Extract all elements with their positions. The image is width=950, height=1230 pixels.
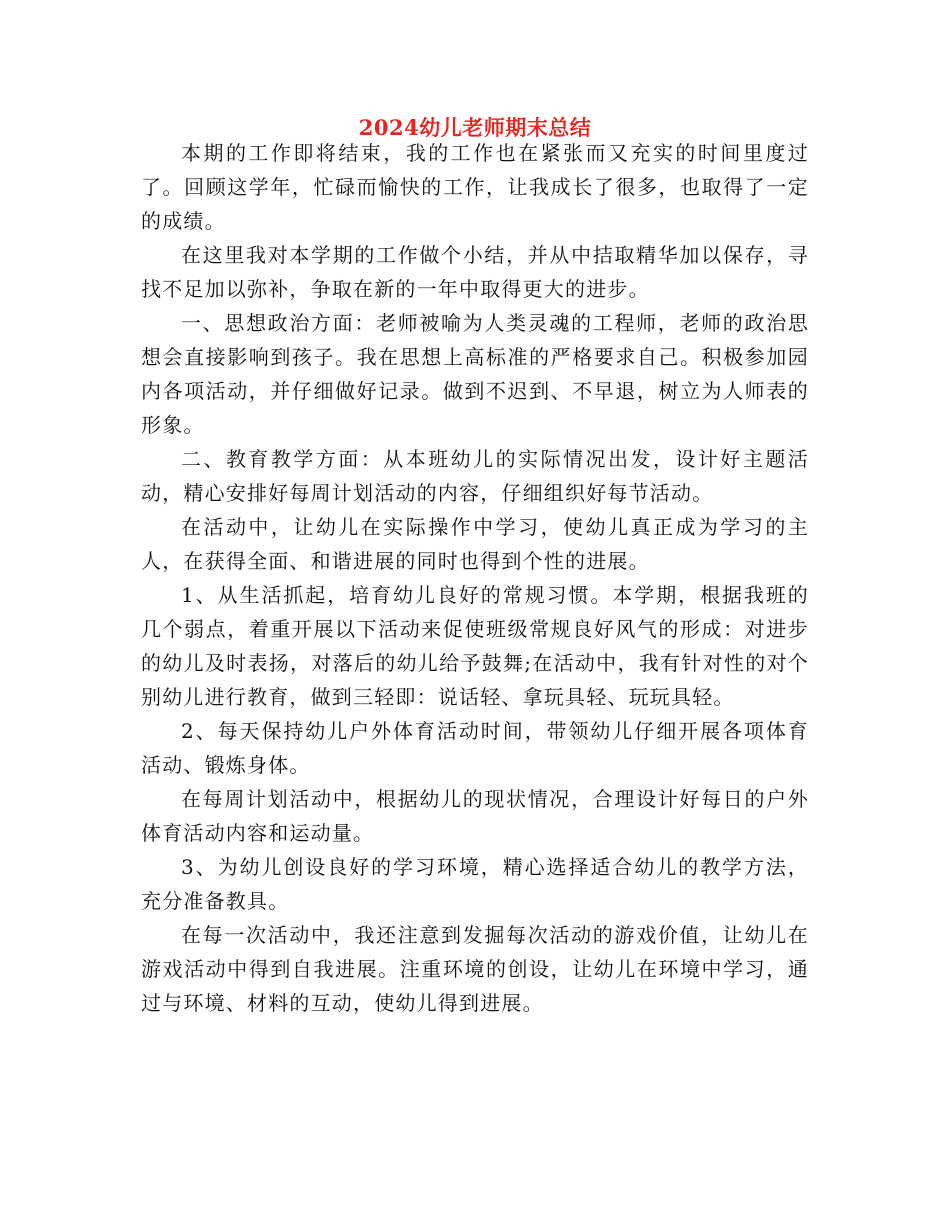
paragraph-item-3: 3、为幼儿创设良好的学习环境，精心选择适合幼儿的教学方法，充分准备教具。: [141, 855, 809, 913]
paragraph-teaching: 二、教育教学方面：从本班幼儿的实际情况出发，设计好主题活动，精心安排好每周计划活动的内容，仔细组织好每节活动。: [141, 447, 809, 505]
paragraph-intro: 本期的工作即将结束，我的工作也在紧张而又充实的时间里度过了。回顾这学年，忙碌而愉快的工作，让我成长了很多，也取得了一定的成绩。: [141, 141, 809, 233]
document-title: 2024幼儿老师期末总结: [358, 115, 592, 140]
paragraph-ideology: 一、思想政治方面：老师被喻为人类灵魂的工程师，老师的政治思想会直接影响到孩子。我在思想上高标准的严格要求自己。积极参加园内各项活动，并仔细做好记录。做到不迟到、不早退，树立为人师表的形象。: [141, 311, 809, 437]
paragraph-game-value: 在每一次活动中，我还注意到发掘每次活动的游戏价值，让幼儿在游戏活动中得到自我进展。注重环境的创设，让幼儿在环境中学习，通过与环境、材料的互动，使幼儿得到进展。: [141, 923, 809, 1015]
paragraph-activities: 在活动中，让幼儿在实际操作中学习，使幼儿真正成为学习的主人，在获得全面、和谐进展的同时也得到个性的进展。: [141, 515, 809, 573]
paragraph-item-2: 2、每天保持幼儿户外体育活动时间，带领幼儿仔细开展各项体育活动、锻炼身体。: [141, 719, 809, 777]
paragraph-weekly-plan: 在每周计划活动中，根据幼儿的现状情况，合理设计好每日的户外体育活动内容和运动量。: [141, 787, 809, 845]
document-body: [141, 136, 809, 1020]
paragraph-summary-purpose: 在这里我对本学期的工作做个小结，并从中拮取精华加以保存，寻找不足加以弥补，争取在新的一年中取得更大的进步。: [141, 243, 809, 301]
paragraph-item-1: 1、从生活抓起，培育幼儿良好的常规习惯。本学期，根据我班的几个弱点，着重开展以下活动来促使班级常规良好风气的形成：对进步的幼儿及时表扬，对落后的幼儿给予鼓舞;在活动中，我有针对性的对个别幼儿进行教育，做到三轻即：说话轻、拿玩具轻、玩玩具轻。: [141, 583, 809, 709]
